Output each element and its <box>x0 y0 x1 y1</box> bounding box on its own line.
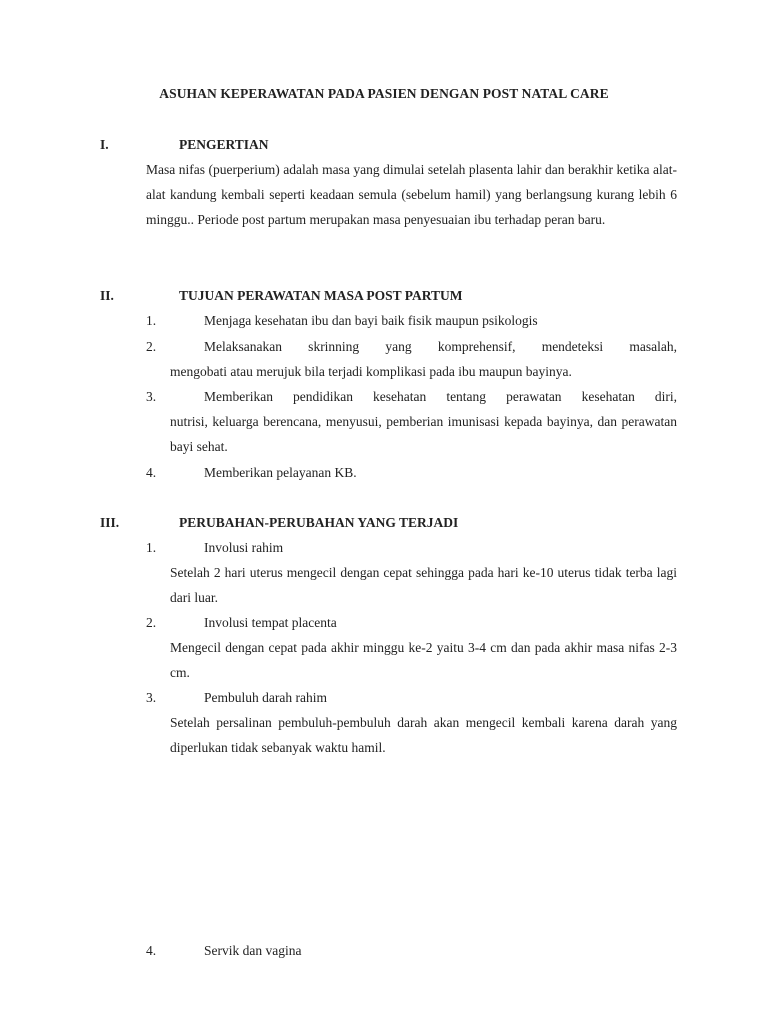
section-2-heading: TUJUAN PERAWATAN MASA POST PARTUM <box>179 288 463 303</box>
list-item-description: Setelah persalinan pembuluh-pembuluh darah akan mengecil kembali karena darah yang diperlukan tidak sebanyak waktu hamil. <box>170 715 677 755</box>
list-item-number: 4. <box>146 465 157 480</box>
list-item-description: Setelah 2 hari uterus mengecil dengan cepat sehingga pada hari ke-10 uterus tidak terba lagi dari luar. <box>170 565 677 605</box>
list-item-continuation: nutrisi, keluarga berencana, menyusui, pemberian imunisasi kepada bayinya, dan perawatan bayi sehat. <box>170 414 677 454</box>
list-item-label: Involusi rahim <box>204 540 284 555</box>
list-item-continuation: mengobati atau merujuk bila terjadi komplikasi pada ibu maupun bayinya. <box>170 364 572 379</box>
list-item-number: 2. <box>146 615 157 630</box>
section-1-number: I. <box>100 137 109 152</box>
list-item-text: Melaksanakan skrinning yang komprehensif, mendeteksi masalah, <box>204 339 677 354</box>
list-item-number: 1. <box>146 313 157 328</box>
list-item-number: 1. <box>146 540 157 555</box>
list-item-number: 3. <box>146 690 157 705</box>
list-item-label: Involusi tempat placenta <box>204 615 337 630</box>
document-title: ASUHAN KEPERAWATAN PADA PASIEN DENGAN POST NATAL CARE <box>159 86 609 101</box>
list-item-number: 3. <box>146 389 157 404</box>
list-item-label: Servik dan vagina <box>204 943 302 958</box>
section-1-paragraph: Masa nifas (puerperium) adalah masa yang dimulai setelah plasenta lahir dan berakhir ketika alat-alat kandung kembali seperti keadaan semula (sebelum hamil) yang berlangsung kurang lebih 6 minggu.. Periode post partum merupakan masa penyesuaian ibu terhadap peran baru. <box>146 162 677 227</box>
section-3-heading: PERUBAHAN-PERUBAHAN YANG TERJADI <box>179 515 459 530</box>
list-item-text: Memberikan pendidikan kesehatan tentang perawatan kesehatan diri, <box>204 389 677 404</box>
list-item-text: Menjaga kesehatan ibu dan bayi baik fisik maupun psikologis <box>204 313 538 328</box>
list-item-description: Mengecil dengan cepat pada akhir minggu ke-2 yaitu 3-4 cm dan pada akhir masa nifas 2-3 cm. <box>170 640 677 680</box>
list-item-label: Pembuluh darah rahim <box>204 690 327 705</box>
list-item-text: Memberikan pelayanan KB. <box>204 465 357 480</box>
section-2-number: II. <box>100 288 114 303</box>
list-item-number: 4. <box>146 943 157 958</box>
list-item-number: 2. <box>146 339 157 354</box>
section-1-heading: PENGERTIAN <box>179 137 269 152</box>
section-3-number: III. <box>100 515 120 530</box>
